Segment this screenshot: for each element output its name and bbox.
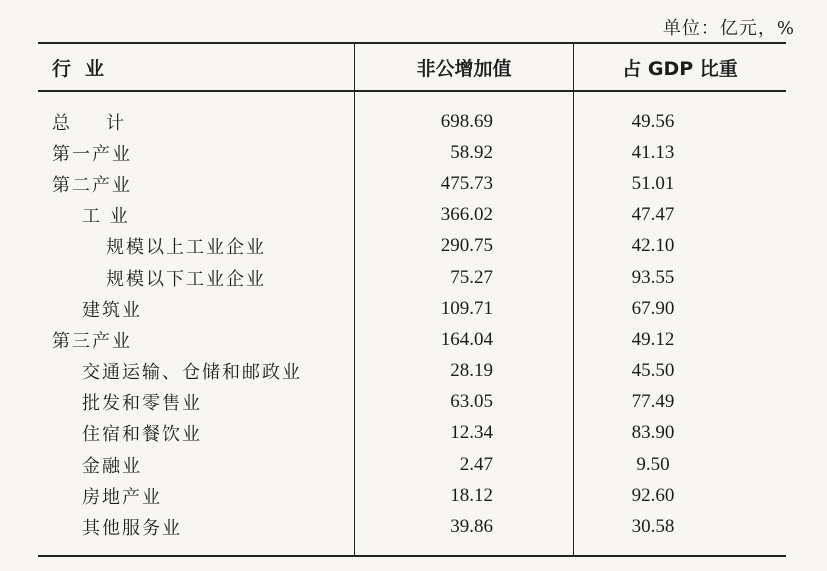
value-added-cell: 58.92 (355, 137, 574, 168)
gdp-share-cell: 83.90 (574, 418, 787, 449)
table-row (38, 168, 786, 199)
gdp-share-cell: 45.50 (574, 356, 787, 387)
value-added-cell: 109.71 (355, 293, 574, 324)
unit-label: 单位：亿元，% (662, 18, 795, 39)
header-value-added: 非公增加值 (355, 43, 574, 91)
gdp-share-cell: 77.49 (574, 387, 787, 418)
gdp-share-cell: 92.60 (574, 480, 787, 511)
table-row (38, 356, 786, 387)
gdp-share-cell: 47.47 (574, 200, 787, 231)
industry-table (38, 42, 786, 557)
industry-name: 第二产业 (52, 174, 132, 196)
industry-name: 第三产业 (52, 330, 132, 352)
value-added-cell: 12.34 (355, 418, 574, 449)
gdp-share-cell: 30.58 (574, 511, 787, 555)
value-added-cell: 366.02 (355, 200, 574, 231)
table-row (38, 418, 786, 449)
value-added-cell: 63.05 (355, 387, 574, 418)
header-industry: 行业 (38, 43, 355, 91)
table-row (38, 200, 786, 231)
gdp-share-cell: 49.12 (574, 324, 787, 355)
gdp-share-cell: 49.56 (574, 91, 787, 137)
table-row (38, 387, 786, 418)
value-added-cell: 698.69 (355, 91, 574, 137)
value-added-cell: 164.04 (355, 324, 574, 355)
gdp-share-cell: 9.50 (574, 449, 787, 480)
table-row (38, 231, 786, 262)
table-row (38, 91, 786, 137)
table-row (38, 324, 786, 355)
industry-name: 交通运输、仓储和邮政业 (82, 362, 302, 384)
industry-name: 总计 (52, 112, 160, 134)
value-added-cell: 28.19 (355, 356, 574, 387)
table-body (38, 91, 786, 556)
header-gdp-share: 占 GDP 比重 (574, 43, 787, 91)
table-row (38, 137, 786, 168)
industry-name: 建筑业 (82, 299, 142, 321)
industry-name: 工 业 (82, 206, 130, 228)
value-added-cell: 475.73 (355, 168, 574, 199)
table-row (38, 449, 786, 480)
industry-name: 规模以下工业企业 (106, 268, 266, 290)
value-added-cell: 39.86 (355, 511, 574, 555)
value-added-cell: 75.27 (355, 262, 574, 293)
value-added-cell: 18.12 (355, 480, 574, 511)
industry-name: 批发和零售业 (82, 393, 202, 415)
table-header-row (38, 43, 786, 91)
gdp-share-cell: 67.90 (574, 293, 787, 324)
table-row (38, 262, 786, 293)
industry-name: 房地产业 (82, 486, 162, 508)
gdp-share-cell: 93.55 (574, 262, 787, 293)
industry-name: 第一产业 (52, 143, 132, 165)
industry-name: 规模以上工业企业 (106, 237, 266, 259)
industry-name: 其他服务业 (38, 511, 355, 555)
table-row (38, 511, 786, 555)
industry-name: 金融业 (82, 455, 142, 477)
gdp-share-cell: 42.10 (574, 231, 787, 262)
gdp-share-cell: 51.01 (574, 168, 787, 199)
table-row (38, 480, 786, 511)
value-added-cell: 290.75 (355, 231, 574, 262)
value-added-cell: 2.47 (355, 449, 574, 480)
gdp-share-cell: 41.13 (574, 137, 787, 168)
industry-name: 住宿和餐饮业 (82, 424, 202, 446)
table-row (38, 293, 786, 324)
